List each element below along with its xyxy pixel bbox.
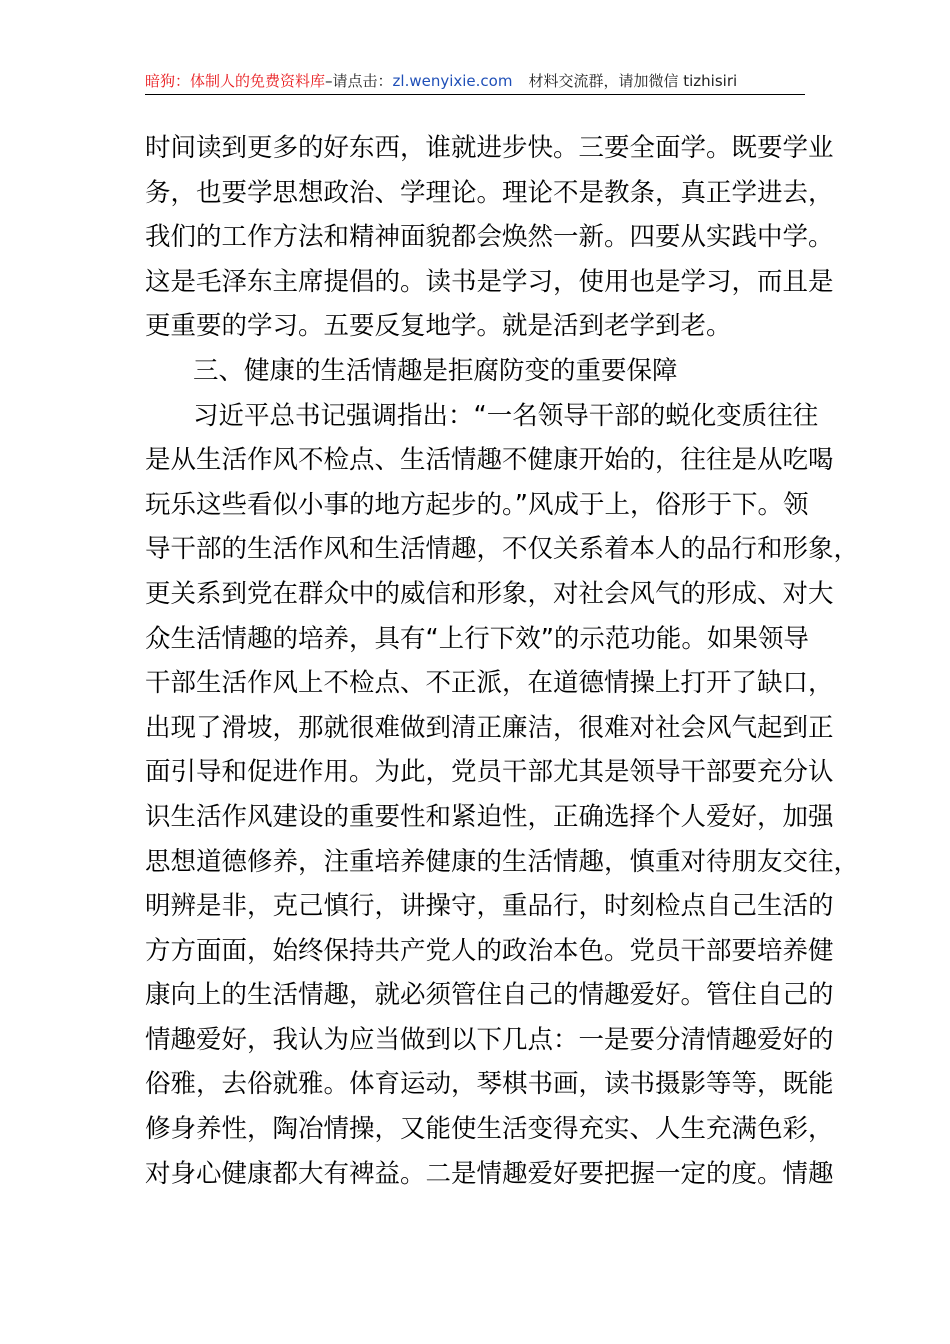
text-line: 对身心健康都大有裨益。二是情趣爱好要把握一定的度。情趣 <box>145 1158 834 1189</box>
text-line: 更关系到党在群众中的威信和形象，对社会风气的形成、对大 <box>145 578 834 609</box>
text-line: 方方面面，始终保持共产党人的政治本色。党员干部要培养健 <box>145 935 834 966</box>
text-line: 俗雅，去俗就雅。体育运动，琴棋书画，读书摄影等等，既能 <box>145 1069 834 1100</box>
document-body <box>145 126 860 1196</box>
text-line: 众生活情趣的培养，具有“上行下效”的示范功能。如果领导 <box>145 623 809 654</box>
text-line: 识生活作风建设的重要性和紧迫性，正确选择个人爱好，加强 <box>145 801 834 832</box>
text-line: 康向上的生活情趣，就必须管住自己的情趣爱好。管住自己的 <box>145 980 834 1011</box>
header-link[interactable]: zl.wenyixie.com <box>392 72 513 90</box>
header-ad-title: 暗狗：体制人的免费资料库 <box>145 72 326 90</box>
text-line: 习近平总书记强调指出：“一名领导干部的蜕化变质往往 <box>193 400 819 431</box>
text-line: 修身养性，陶冶情操，又能使生活变得充实、人生充满色彩， <box>145 1114 834 1145</box>
text-line: 我们的工作方法和精神面貌都会焕然一新。四要从实践中学。 <box>145 222 834 253</box>
text-line: 出现了滑坡，那就很难做到清正廉洁，很难对社会风气起到正 <box>145 712 834 743</box>
text-line: 三、健康的生活情趣是拒腐防变的重要保障 <box>193 355 678 386</box>
header-group-note: 材料交流群，请加微信 tizhisiri <box>528 72 738 90</box>
text-line: 时间读到更多的好东西，谁就进步快。三要全面学。既要学业 <box>145 133 834 163</box>
text-line: 明辨是非，克己慎行，讲操守，重品行，时刻检点自己生活的 <box>145 891 834 922</box>
text-line: 导干部的生活作风和生活情趣，不仅关系着本人的品行和形象， <box>145 534 860 565</box>
text-line: 情趣爱好，我认为应当做到以下几点：一是要分清情趣爱好的 <box>145 1024 834 1055</box>
page-header <box>145 68 805 95</box>
text-line: 更重要的学习。五要反复地学。就是活到老学到老。 <box>145 311 732 342</box>
text-line: 玩乐这些看似小事的地方起步的。”风成于上，俗形于下。领 <box>145 489 809 520</box>
text-line: 思想道德修养，注重培养健康的生活情趣，慎重对待朋友交往， <box>145 846 860 877</box>
text-line: 面引导和促进作用。为此，党员干部尤其是领导干部要充分认 <box>145 757 834 788</box>
text-line: 务，也要学思想政治、学理论。理论不是教条，真正学进去， <box>145 177 834 208</box>
text-line: 干部生活作风上不检点、不正派，在道德情操上打开了缺口， <box>145 668 834 699</box>
text-line: 这是毛泽东主席提倡的。读书是学习，使用也是学习，而且是 <box>145 266 834 297</box>
header-click-prompt: –请点击： <box>325 72 393 90</box>
text-line: 是从生活作风不检点、生活情趣不健康开始的，往往是从吃喝 <box>145 445 834 476</box>
